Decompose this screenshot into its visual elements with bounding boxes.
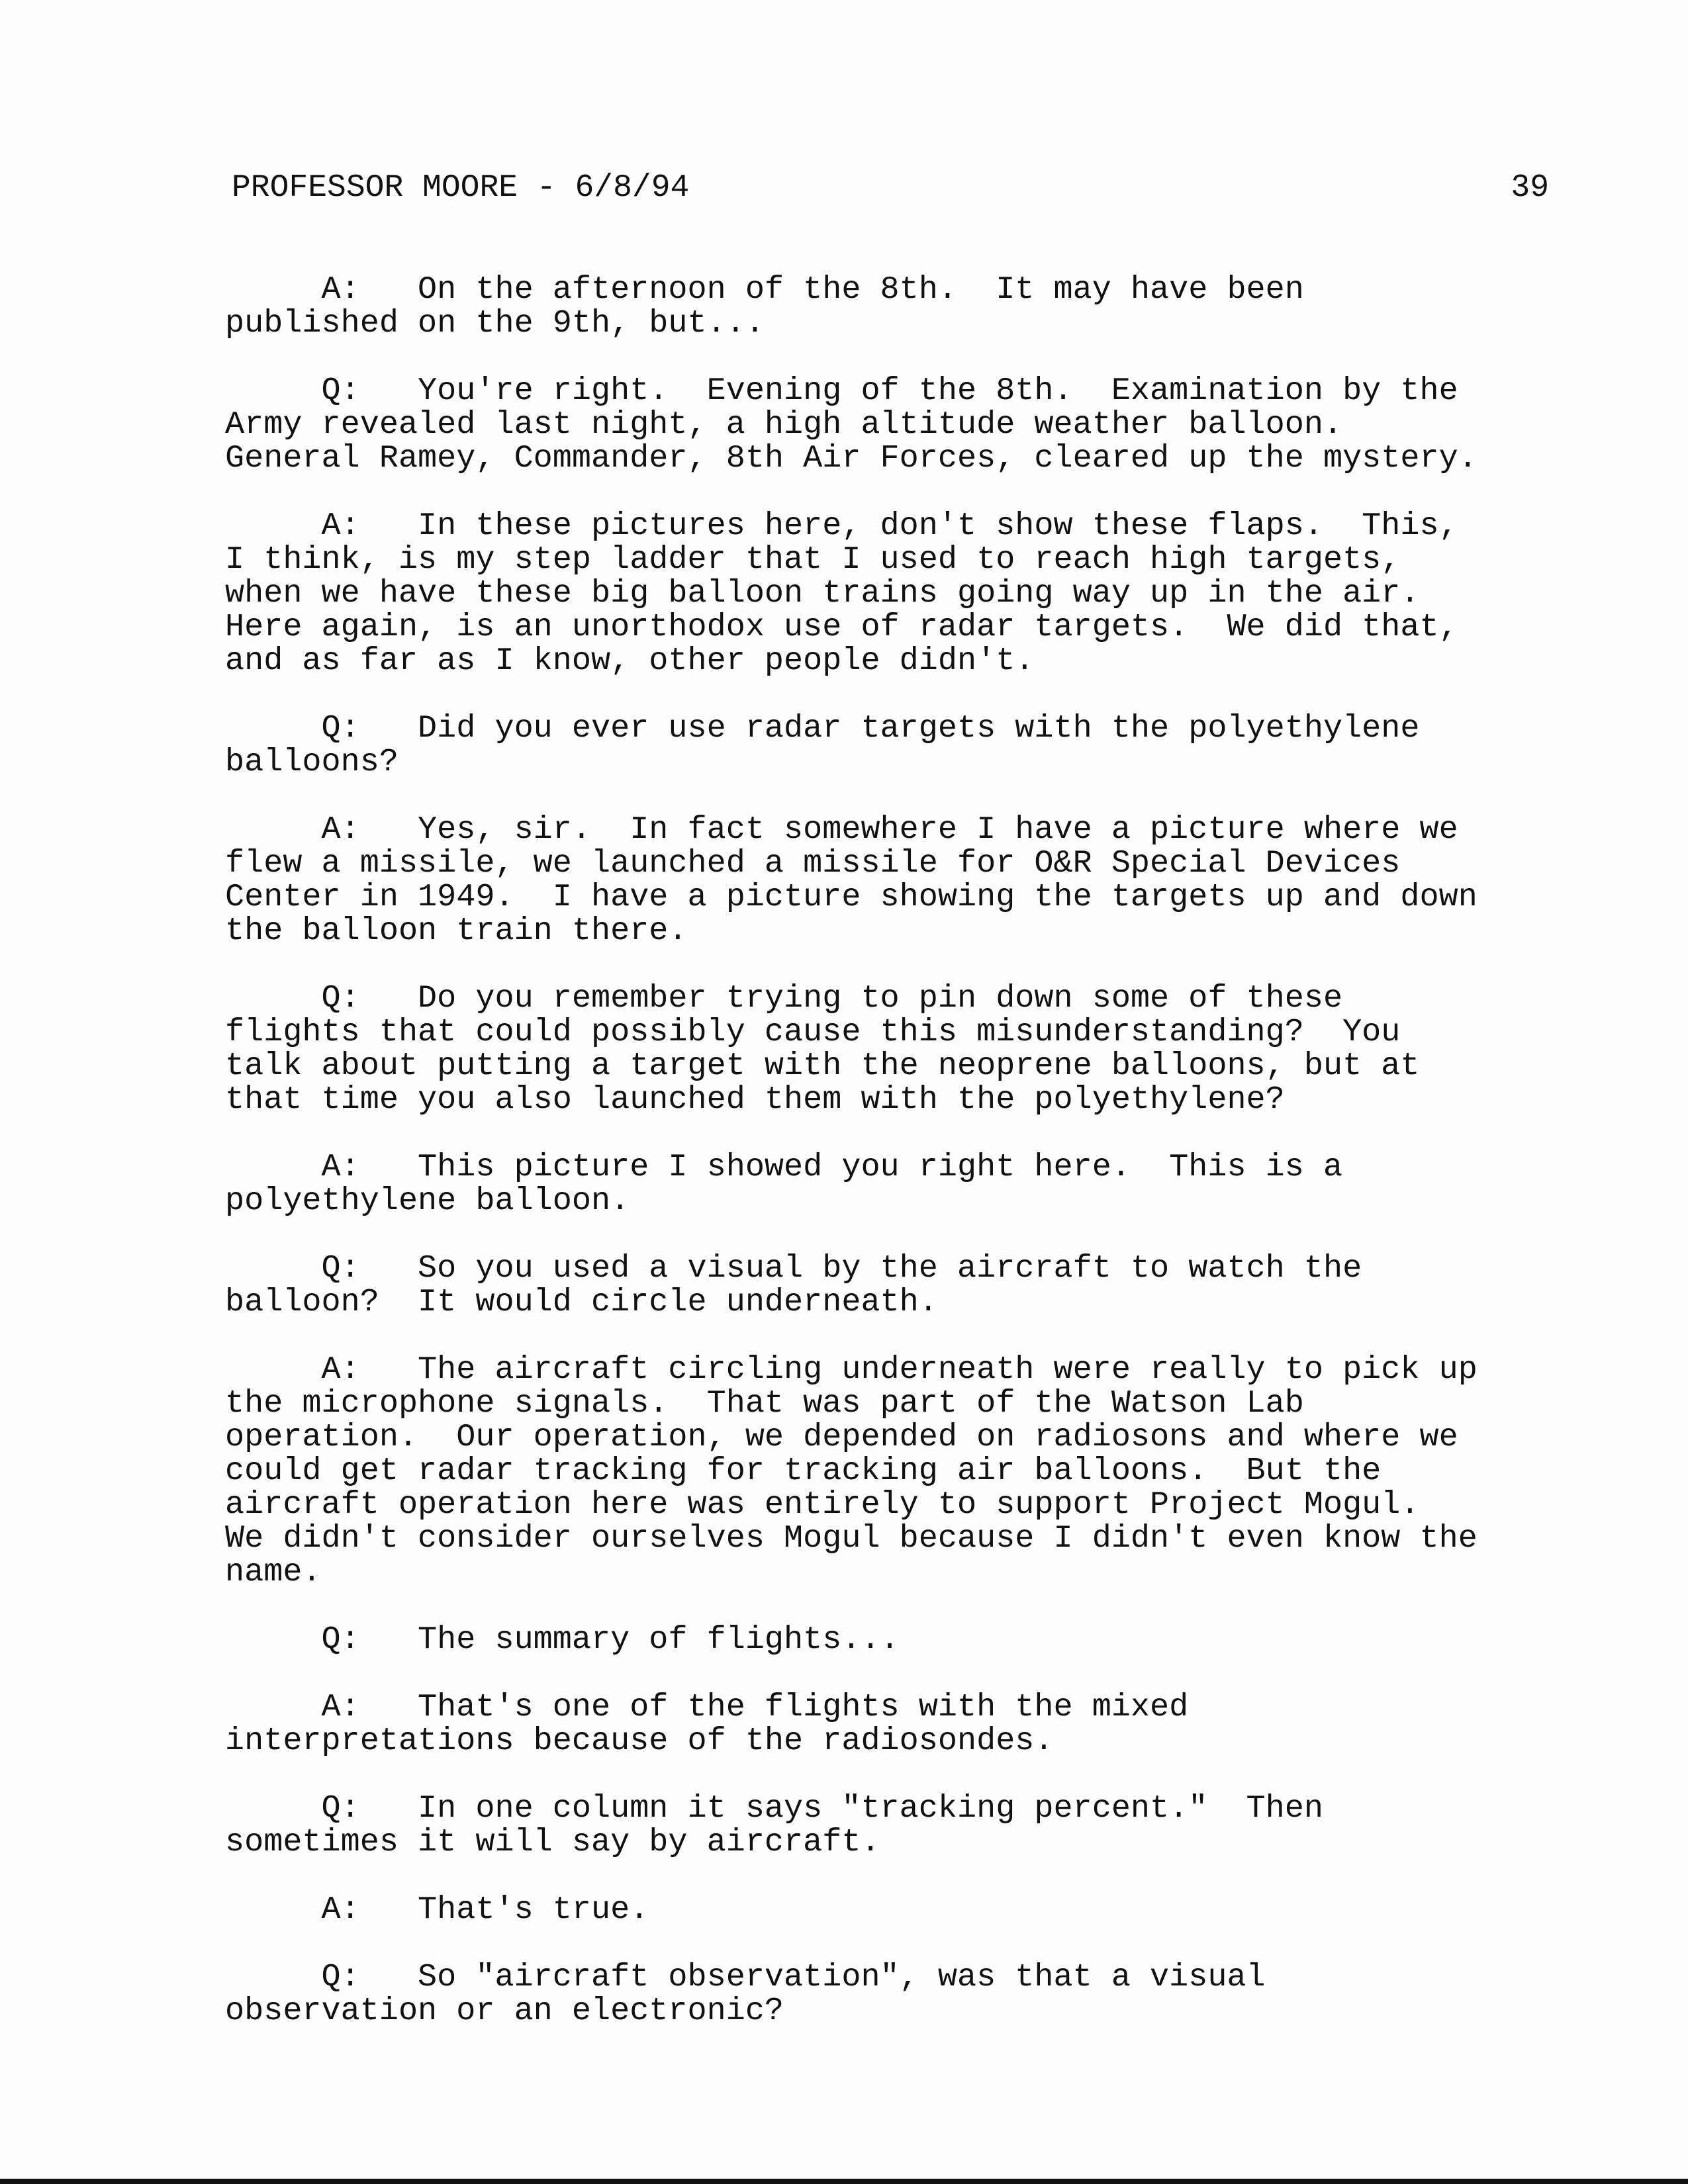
transcript-line: Army revealed last night, a high altitude weather balloon. — [225, 406, 1343, 443]
transcript-line: could get radar tracking for tracking air balloons. But the — [225, 1453, 1382, 1489]
transcript-line: polyethylene balloon. — [225, 1183, 630, 1219]
transcript-line: operation. Our operation, we depended on radiosons and where we — [225, 1419, 1458, 1455]
transcript-line: Q: So you used a visual by the aircraft to watch the — [225, 1250, 1362, 1287]
transcript-line: Q: So "aircraft observation", was that a visual — [225, 1959, 1266, 1995]
transcript-line: General Ramey, Commander, 8th Air Forces, cleared up the mystery. — [225, 440, 1477, 477]
answer-paragraph — [225, 1150, 1556, 1218]
transcript-line: balloon? It would circle underneath. — [225, 1284, 938, 1320]
transcript-line: talk about putting a target with the neoprene balloons, but at — [225, 1048, 1420, 1084]
transcript-line: A: In these pictures here, don't show these flaps. This, — [225, 508, 1458, 544]
question-paragraph — [225, 1960, 1556, 2028]
transcript-line: A: The aircraft circling underneath were really to pick up — [225, 1351, 1477, 1388]
question-paragraph — [225, 1251, 1556, 1319]
transcript-line: name. — [225, 1554, 322, 1590]
transcript-line: that time you also launched them with the polyethylene? — [225, 1081, 1285, 1118]
question-paragraph — [225, 1792, 1556, 1859]
transcript-line: flew a missile, we launched a missile for O&R Special Devices — [225, 845, 1401, 882]
transcript-line: A: On the afternoon of the 8th. It may have been — [225, 271, 1304, 308]
transcript-line: interpretations because of the radiosondes. — [225, 1723, 1054, 1759]
answer-paragraph — [225, 509, 1556, 678]
question-paragraph — [225, 711, 1556, 779]
transcript-line: Q: Do you remember trying to pin down some of these — [225, 980, 1343, 1017]
transcript-line: the microphone signals. That was part of the Watson Lab — [225, 1385, 1304, 1422]
transcript-line: and as far as I know, other people didn't. — [225, 643, 1035, 679]
transcript-line: Q: Did you ever use radar targets with the polyethylene — [225, 710, 1420, 747]
transcript-line: A: This picture I showed you right here. This is a — [225, 1149, 1343, 1185]
question-paragraph — [225, 1623, 1556, 1657]
bottom-border — [0, 2179, 1688, 2184]
transcript-line: I think, is my step ladder that I used to reach high targets, — [225, 541, 1401, 578]
page-number: 39 — [1511, 170, 1549, 206]
transcript-line: A: That's true. — [225, 1891, 649, 1928]
transcript-line: when we have these big balloon trains going way up in the air. — [225, 575, 1420, 612]
transcript-line: Center in 1949. I have a picture showing the targets up and down — [225, 879, 1477, 915]
transcript-line: aircraft operation here was entirely to support Project Mogul. — [225, 1486, 1420, 1523]
question-paragraph — [225, 374, 1556, 475]
answer-paragraph — [225, 273, 1556, 340]
answer-paragraph — [225, 1893, 1556, 1927]
answer-paragraph — [225, 1353, 1556, 1589]
transcript-line: balloons? — [225, 744, 399, 780]
question-paragraph — [225, 981, 1556, 1116]
transcript-line: Q: In one column it says "tracking percent." Then — [225, 1790, 1323, 1827]
transcript-body — [225, 273, 1556, 2062]
transcript-line: flights that could possibly cause this misunderstanding? You — [225, 1014, 1401, 1050]
answer-paragraph — [225, 1690, 1556, 1758]
transcript-line: the balloon train there. — [225, 913, 688, 949]
transcript-line: Here again, is an unorthodox use of radar targets. We did that, — [225, 609, 1458, 645]
transcript-line: published on the 9th, but... — [225, 305, 765, 341]
page-header — [232, 171, 1549, 274]
header-title: PROFESSOR MOORE - 6/8/94 — [232, 170, 690, 206]
transcript-line: sometimes it will say by aircraft. — [225, 1824, 880, 1860]
transcript-line: We didn't consider ourselves Mogul because I didn't even know the — [225, 1520, 1477, 1557]
answer-paragraph — [225, 813, 1556, 948]
transcript-line: observation or an electronic? — [225, 1993, 784, 2029]
transcript-line: Q: You're right. Evening of the 8th. Examination by the — [225, 373, 1458, 409]
transcript-line: Q: The summary of flights... — [225, 1621, 900, 1658]
transcript-line: A: Yes, sir. In fact somewhere I have a picture where we — [225, 811, 1458, 848]
transcript-line: A: That's one of the flights with the mixed — [225, 1689, 1189, 1725]
